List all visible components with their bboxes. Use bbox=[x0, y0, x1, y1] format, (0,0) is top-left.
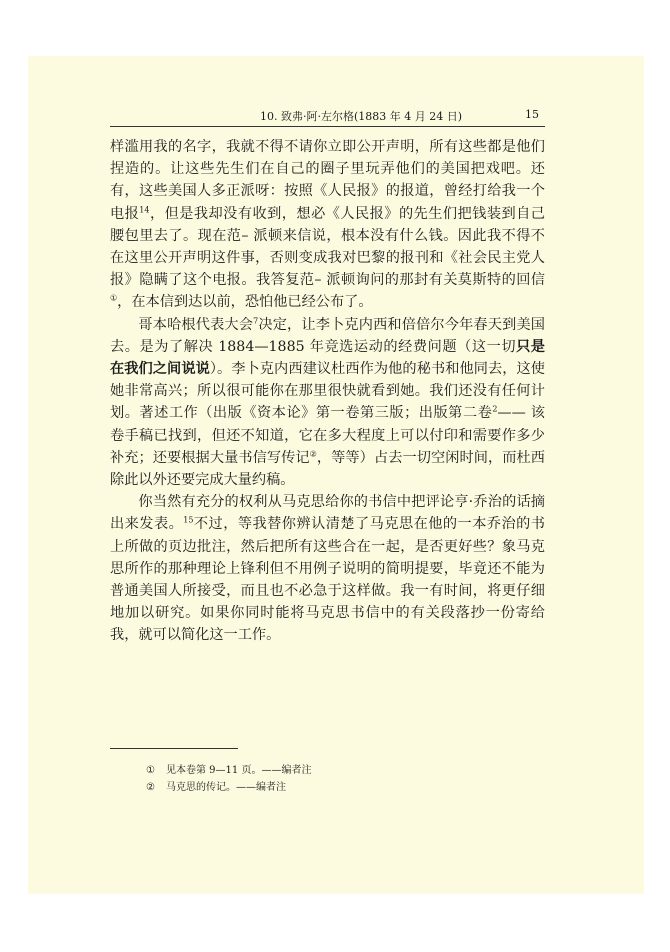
note-ref-2: 2 bbox=[492, 404, 498, 414]
paragraph-1-part-b: ，但是我却没有收到，想必《人民报》的先生们把钱装到自己腰包里去了。现在范– 派顿来信说，根本没有什么钱。因此我不得不在这里公开声明这件事，否则变成我对巴黎的报刊和《社会民主党人报》隐瞒了这个电报。我答复范– 派顿询问的那封有关莫斯特的回信 bbox=[110, 205, 545, 289]
footnote-1-mark: ① bbox=[146, 765, 155, 776]
footnote-divider bbox=[110, 748, 238, 749]
paragraph-1-part-c: ，在本信到达以前，恐怕他已经公布了。 bbox=[117, 294, 373, 311]
footnote-ref-1: ① bbox=[110, 293, 118, 303]
paragraph-2-part-b: 决定，让李卜克内西和倍倍尔今年春天到美国去。是为了解决 1884—1885 年竞选运动的经费问题（这一切 bbox=[110, 316, 545, 355]
paragraph-2-part-d: —— 该卷手稿已找到，但还不知道，它在多大程度上可以付印和需要作多少补充；还要根据大量书信写传记 bbox=[110, 405, 545, 466]
footnote-1-text: 见本卷第 9—11 页。——编者注 bbox=[166, 765, 312, 776]
footnotes bbox=[146, 762, 526, 796]
footnote-2-mark: ② bbox=[146, 782, 155, 793]
running-header bbox=[110, 106, 545, 127]
paragraph-2-emphasis: 只是在我们之间说说 bbox=[110, 338, 545, 378]
note-ref-15: 15 bbox=[183, 515, 194, 525]
note-ref-14: 14 bbox=[139, 204, 150, 214]
body-text bbox=[110, 136, 545, 647]
footnote-1 bbox=[146, 762, 526, 779]
paragraph-2-part-a: 哥本哈根代表大会 bbox=[138, 316, 254, 333]
paragraph-2-part-c: ）。李卜克内西建议杜西作为他的秘书和他同去，这使她非常高兴；所以很可能你在那里很快就看到她。我们还没有任何计划。著述工作（出版《资本论》第一卷第三版；出版第二卷 bbox=[110, 361, 545, 422]
paragraph-2 bbox=[110, 314, 545, 492]
paragraph-1-part-a: 样滥用我的名字，我就不得不请你立即公开声明，所有这些都是他们捏造的。让这些先生们在自己的圈子里玩弄他们的美国把戏吧。还有，这些美国人多正派呀：按照《人民报》的报道，曾经打给我一个电报 bbox=[110, 139, 545, 222]
footnote-2 bbox=[146, 779, 526, 796]
paragraph-3-part-a: 你当然有充分的权利从马克思给你的书信中把评论亨·乔治的话摘出来发表。 bbox=[110, 494, 545, 533]
paragraph-2-part-e: ，等等）占去一切空闲时间，而杜西除此以外还要完成大量约稿。 bbox=[110, 449, 545, 489]
footnote-ref-2: ② bbox=[309, 449, 317, 459]
paragraph-1 bbox=[110, 136, 545, 314]
header-title: 10. 致弗·阿·左尔格(1883 年 4 月 24 日) bbox=[260, 110, 463, 123]
page-number: 15 bbox=[525, 108, 539, 121]
paragraph-3 bbox=[110, 491, 545, 646]
paragraph-3-part-b: 不过，等我替你辨认清楚了马克思在他的一本乔治的书上所做的页边批注，然后把所有这些合在一起，是否更好些？象马克思所作的那种理论上锋利但不用例子说明的简明提要，毕竟还不能为普通美国人所接受，而且也不必急于这样做。我一有时间，将更仔细地加以研究。如果你同时能将马克思书信中的有关段落抄一份寄给我，就可以简化这一工作。 bbox=[110, 516, 545, 644]
note-ref-7: 7 bbox=[253, 315, 259, 325]
footnote-2-text: 马克思的传记。——编者注 bbox=[166, 782, 286, 793]
